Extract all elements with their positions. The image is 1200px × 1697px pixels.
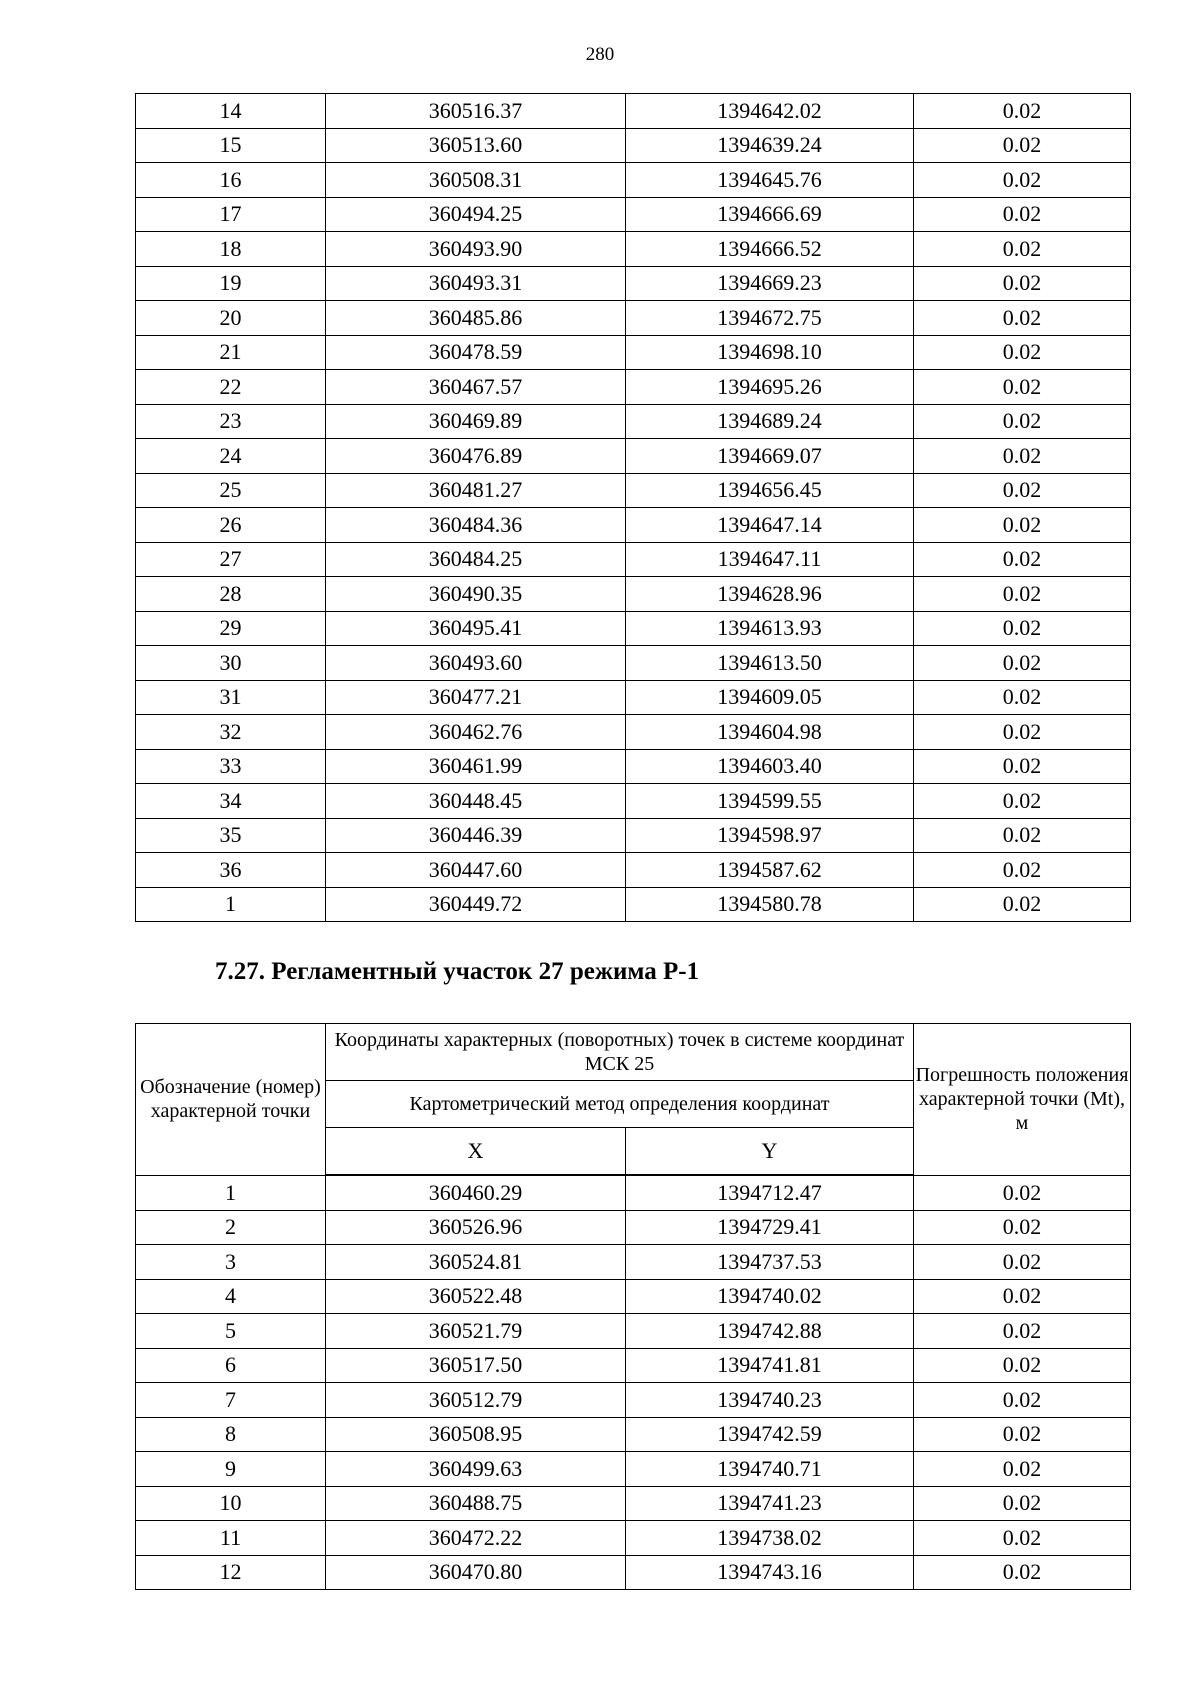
cell-y: 1394613.93	[626, 611, 914, 646]
cell-x: 360469.89	[326, 404, 626, 439]
cell-error: 0.02	[914, 1383, 1131, 1418]
table-row	[136, 1175, 1131, 1210]
cell-point-number: 31	[136, 680, 326, 715]
cell-point-number: 14	[136, 94, 326, 129]
cell-point-number: 7	[136, 1383, 326, 1418]
cell-x: 360495.41	[326, 611, 626, 646]
cell-x: 360494.25	[326, 197, 626, 232]
cell-x: 360516.37	[326, 94, 626, 129]
header-point-designation: Обозначение (номер) характерной точки	[136, 1024, 326, 1176]
cell-error: 0.02	[914, 542, 1131, 577]
cell-point-number: 34	[136, 784, 326, 819]
cell-y: 1394743.16	[626, 1555, 914, 1590]
cell-x: 360508.31	[326, 163, 626, 198]
cell-error: 0.02	[914, 301, 1131, 336]
table-row	[136, 611, 1131, 646]
cell-point-number: 15	[136, 128, 326, 163]
cell-y: 1394698.10	[626, 335, 914, 370]
table-row	[136, 301, 1131, 336]
cell-error: 0.02	[914, 404, 1131, 439]
cell-x: 360493.60	[326, 646, 626, 681]
cell-error: 0.02	[914, 715, 1131, 750]
cell-error: 0.02	[914, 439, 1131, 474]
cell-y: 1394740.23	[626, 1383, 914, 1418]
cell-point-number: 30	[136, 646, 326, 681]
cell-error: 0.02	[914, 1314, 1131, 1349]
cell-y: 1394741.23	[626, 1486, 914, 1521]
header-x: X	[326, 1128, 626, 1176]
cell-error: 0.02	[914, 94, 1131, 129]
table-row	[136, 439, 1131, 474]
cell-y: 1394628.96	[626, 577, 914, 612]
cell-point-number: 16	[136, 163, 326, 198]
cell-x: 360512.79	[326, 1383, 626, 1418]
cell-y: 1394609.05	[626, 680, 914, 715]
cell-point-number: 4	[136, 1279, 326, 1314]
cell-x: 360508.95	[326, 1417, 626, 1452]
cell-x: 360493.31	[326, 266, 626, 301]
cell-error: 0.02	[914, 266, 1131, 301]
cell-x: 360467.57	[326, 370, 626, 405]
cell-point-number: 24	[136, 439, 326, 474]
cell-error: 0.02	[914, 749, 1131, 784]
cell-error: 0.02	[914, 1348, 1131, 1383]
table-row	[136, 266, 1131, 301]
table-row	[136, 542, 1131, 577]
cell-x: 360481.27	[326, 473, 626, 508]
cell-point-number: 8	[136, 1417, 326, 1452]
page-number: 280	[585, 44, 615, 65]
cell-y: 1394647.11	[626, 542, 914, 577]
cell-error: 0.02	[914, 1555, 1131, 1590]
cell-y: 1394689.24	[626, 404, 914, 439]
cell-x: 360499.63	[326, 1452, 626, 1487]
cell-y: 1394737.53	[626, 1245, 914, 1280]
cell-point-number: 1	[136, 887, 326, 922]
cell-y: 1394712.47	[626, 1175, 914, 1210]
cell-point-number: 9	[136, 1452, 326, 1487]
cell-point-number: 36	[136, 853, 326, 888]
cell-y: 1394666.69	[626, 197, 914, 232]
cell-y: 1394604.98	[626, 715, 914, 750]
cell-y: 1394647.14	[626, 508, 914, 543]
cell-error: 0.02	[914, 818, 1131, 853]
cell-x: 360449.72	[326, 887, 626, 922]
table-row	[136, 335, 1131, 370]
cell-point-number: 3	[136, 1245, 326, 1280]
cell-point-number: 10	[136, 1486, 326, 1521]
table-row	[136, 1383, 1131, 1418]
cell-x: 360517.50	[326, 1348, 626, 1383]
cell-error: 0.02	[914, 1521, 1131, 1556]
cell-error: 0.02	[914, 1417, 1131, 1452]
cell-x: 360485.86	[326, 301, 626, 336]
cell-x: 360446.39	[326, 818, 626, 853]
coordinates-table-27	[135, 1023, 1131, 1590]
cell-point-number: 35	[136, 818, 326, 853]
cell-error: 0.02	[914, 887, 1131, 922]
cell-point-number: 18	[136, 232, 326, 267]
cell-y: 1394740.02	[626, 1279, 914, 1314]
cell-y: 1394741.81	[626, 1348, 914, 1383]
cell-x: 360448.45	[326, 784, 626, 819]
cell-point-number: 32	[136, 715, 326, 750]
cell-point-number: 25	[136, 473, 326, 508]
cell-x: 360526.96	[326, 1210, 626, 1245]
cell-error: 0.02	[914, 473, 1131, 508]
cell-point-number: 11	[136, 1521, 326, 1556]
table-row	[136, 784, 1131, 819]
coordinates-table-body	[136, 1175, 1131, 1590]
cell-point-number: 12	[136, 1555, 326, 1590]
table-row	[136, 715, 1131, 750]
cell-x: 360522.48	[326, 1279, 626, 1314]
cell-x: 360460.29	[326, 1175, 626, 1210]
table-row	[136, 473, 1131, 508]
table-row	[136, 853, 1131, 888]
header-method: Картометрический метод определения координат	[326, 1081, 914, 1128]
cell-x: 360462.76	[326, 715, 626, 750]
cell-point-number: 21	[136, 335, 326, 370]
cell-y: 1394742.88	[626, 1314, 914, 1349]
table-row	[136, 128, 1131, 163]
cell-error: 0.02	[914, 646, 1131, 681]
cell-error: 0.02	[914, 1486, 1131, 1521]
cell-x: 360477.21	[326, 680, 626, 715]
table-row	[136, 232, 1131, 267]
cell-y: 1394598.97	[626, 818, 914, 853]
cell-x: 360484.36	[326, 508, 626, 543]
cell-y: 1394669.23	[626, 266, 914, 301]
cell-y: 1394738.02	[626, 1521, 914, 1556]
table-row	[136, 1486, 1131, 1521]
cell-y: 1394672.75	[626, 301, 914, 336]
cell-error: 0.02	[914, 1175, 1131, 1210]
cell-point-number: 1	[136, 1175, 326, 1210]
cell-x: 360472.22	[326, 1521, 626, 1556]
cell-x: 360478.59	[326, 335, 626, 370]
header-y: Y	[626, 1128, 914, 1176]
table-row	[136, 404, 1131, 439]
cell-error: 0.02	[914, 335, 1131, 370]
table-row	[136, 370, 1131, 405]
cell-x: 360488.75	[326, 1486, 626, 1521]
table-row	[136, 749, 1131, 784]
table-row	[136, 197, 1131, 232]
cell-y: 1394639.24	[626, 128, 914, 163]
cell-x: 360521.79	[326, 1314, 626, 1349]
cell-point-number: 2	[136, 1210, 326, 1245]
table-row	[136, 887, 1131, 922]
cell-x: 360493.90	[326, 232, 626, 267]
cell-error: 0.02	[914, 508, 1131, 543]
table-row	[136, 163, 1131, 198]
cell-error: 0.02	[914, 197, 1131, 232]
table-row	[136, 1348, 1131, 1383]
cell-point-number: 19	[136, 266, 326, 301]
cell-point-number: 5	[136, 1314, 326, 1349]
table-row	[136, 1555, 1131, 1590]
table-row	[136, 1417, 1131, 1452]
cell-error: 0.02	[914, 853, 1131, 888]
cell-y: 1394740.71	[626, 1452, 914, 1487]
table-row	[136, 1521, 1131, 1556]
cell-x: 360513.60	[326, 128, 626, 163]
table-row	[136, 1452, 1131, 1487]
cell-point-number: 26	[136, 508, 326, 543]
cell-point-number: 28	[136, 577, 326, 612]
cell-y: 1394729.41	[626, 1210, 914, 1245]
cell-y: 1394587.62	[626, 853, 914, 888]
header-position-error: Погрешность положения характерной точки (Mt), м	[914, 1024, 1131, 1176]
cell-y: 1394603.40	[626, 749, 914, 784]
cell-point-number: 17	[136, 197, 326, 232]
cell-error: 0.02	[914, 370, 1131, 405]
cell-y: 1394666.52	[626, 232, 914, 267]
cell-error: 0.02	[914, 128, 1131, 163]
cell-error: 0.02	[914, 784, 1131, 819]
table-row	[136, 1314, 1131, 1349]
table-row	[136, 1210, 1131, 1245]
cell-point-number: 27	[136, 542, 326, 577]
table-header	[136, 1024, 1131, 1176]
cell-error: 0.02	[914, 1245, 1131, 1280]
cell-y: 1394645.76	[626, 163, 914, 198]
cell-x: 360470.80	[326, 1555, 626, 1590]
cell-point-number: 29	[136, 611, 326, 646]
cell-point-number: 20	[136, 301, 326, 336]
cell-point-number: 33	[136, 749, 326, 784]
cell-y: 1394656.45	[626, 473, 914, 508]
cell-x: 360447.60	[326, 853, 626, 888]
cell-y: 1394642.02	[626, 94, 914, 129]
cell-x: 360524.81	[326, 1245, 626, 1280]
cell-point-number: 22	[136, 370, 326, 405]
cell-error: 0.02	[914, 577, 1131, 612]
table-row	[136, 94, 1131, 129]
cell-y: 1394695.26	[626, 370, 914, 405]
cell-point-number: 6	[136, 1348, 326, 1383]
cell-y: 1394742.59	[626, 1417, 914, 1452]
cell-y: 1394580.78	[626, 887, 914, 922]
cell-x: 360461.99	[326, 749, 626, 784]
table-row	[136, 1245, 1131, 1280]
cell-x: 360490.35	[326, 577, 626, 612]
cell-x: 360476.89	[326, 439, 626, 474]
cell-error: 0.02	[914, 680, 1131, 715]
header-coords-group: Координаты характерных (поворотных) точек в системе координат МСК 25	[326, 1024, 914, 1081]
table-row	[136, 1279, 1131, 1314]
section-heading: 7.27. Регламентный участок 27 режима Р-1	[215, 958, 700, 985]
table-row	[136, 577, 1131, 612]
cell-point-number: 23	[136, 404, 326, 439]
cell-y: 1394599.55	[626, 784, 914, 819]
cell-error: 0.02	[914, 1279, 1131, 1314]
cell-y: 1394613.50	[626, 646, 914, 681]
cell-error: 0.02	[914, 232, 1131, 267]
cell-error: 0.02	[914, 1452, 1131, 1487]
cell-error: 0.02	[914, 163, 1131, 198]
cell-x: 360484.25	[326, 542, 626, 577]
cell-y: 1394669.07	[626, 439, 914, 474]
cell-error: 0.02	[914, 611, 1131, 646]
cell-error: 0.02	[914, 1210, 1131, 1245]
table-row	[136, 508, 1131, 543]
table-row	[136, 646, 1131, 681]
table-row	[136, 680, 1131, 715]
table-row	[136, 818, 1131, 853]
coordinates-table-body	[136, 94, 1131, 922]
coordinates-table-continued	[135, 93, 1131, 922]
